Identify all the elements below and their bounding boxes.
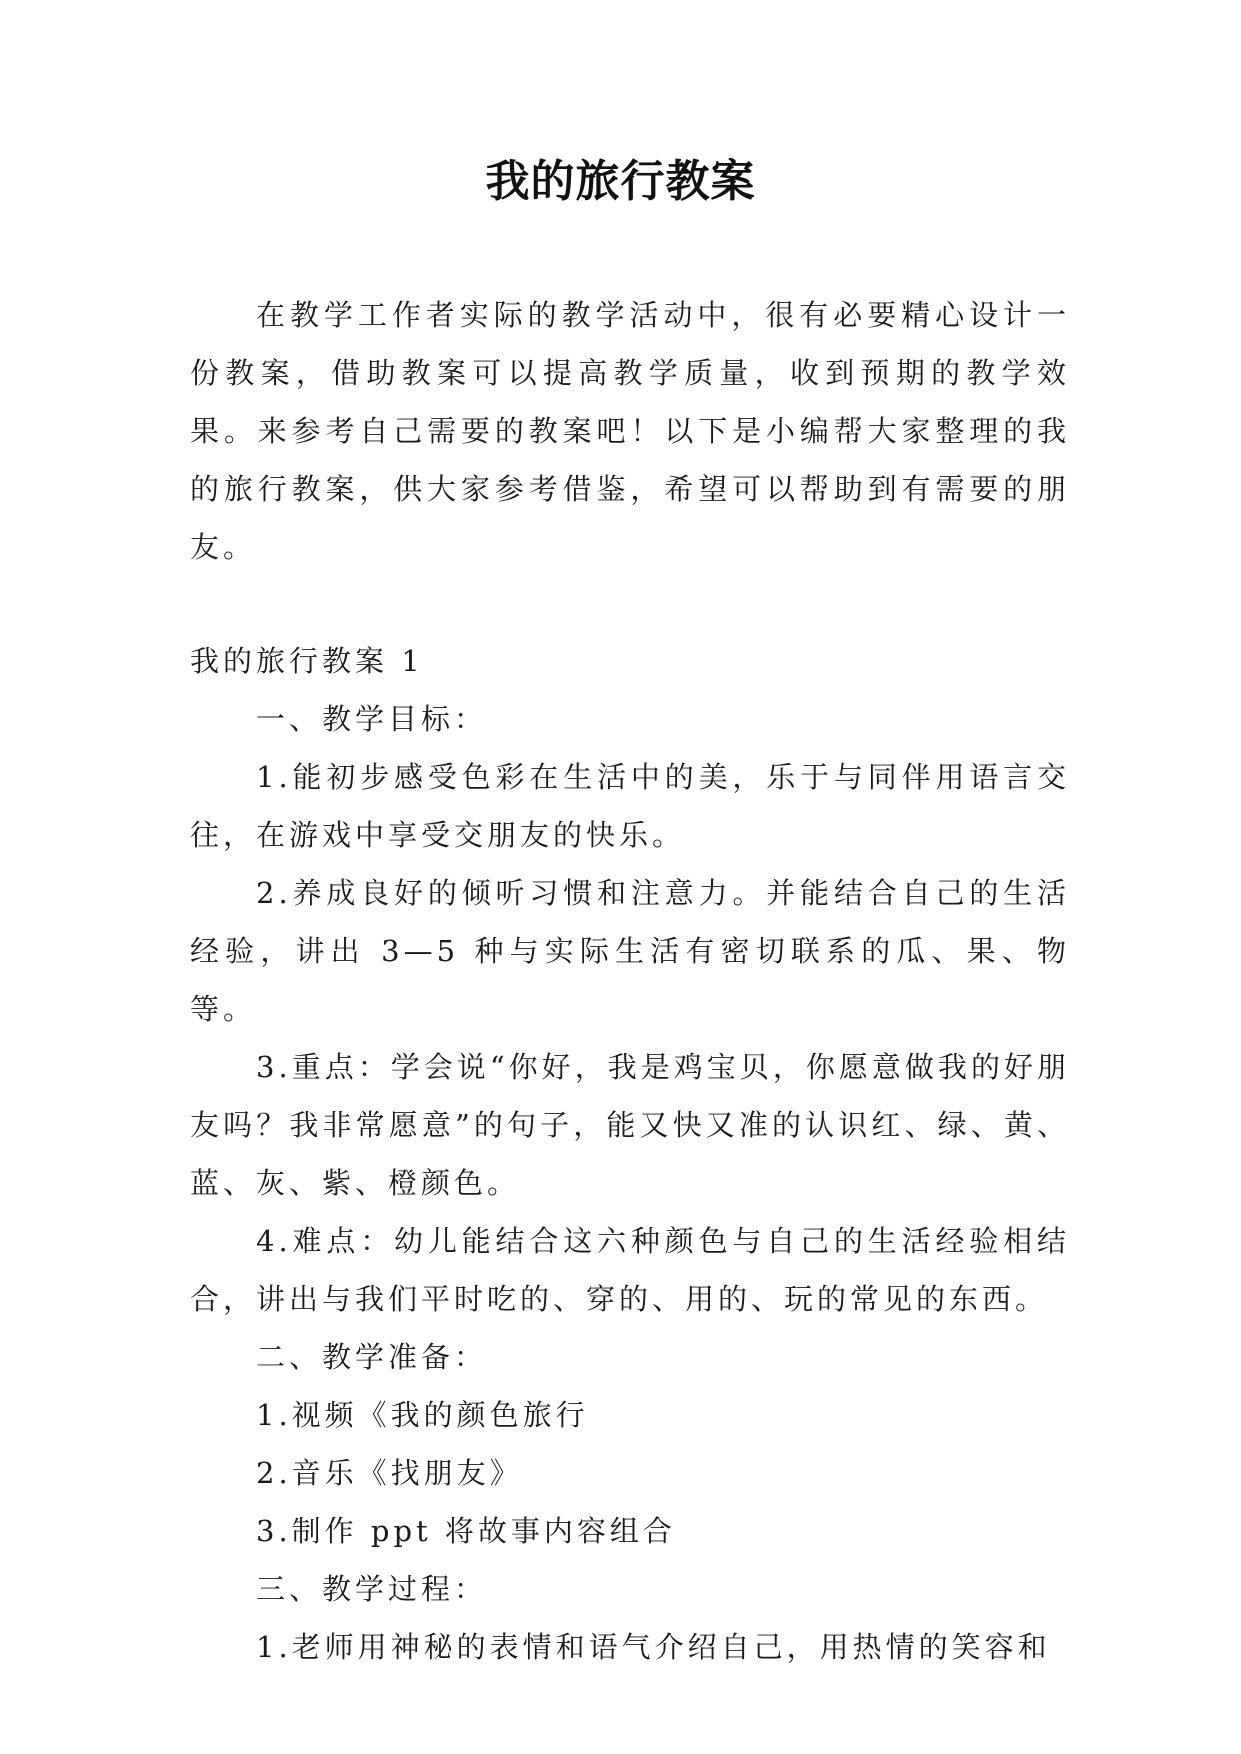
document-title: 我的旅行教案 <box>485 156 756 207</box>
paragraph-goal-2: 2.养成良好的倾听习惯和注意力。并能结合自己的生活经验，讲出 3—5 种与实际生活有密切联系的瓜、果、物等。 <box>190 876 1070 1026</box>
intro-paragraph: 在教学工作者实际的教学活动中，很有必要精心设计一份教案，借助教案可以提高教学质量，收到预期的教学效果。来参考自己需要的教案吧！以下是小编帮大家整理的我的旅行教案，供大家参考借鉴，希望可以帮助到有需要的朋友。 <box>190 298 1070 564</box>
section-title: 我的旅行教案 1 <box>190 644 424 678</box>
paragraph-prep-heading: 二、教学准备： <box>256 1340 488 1374</box>
paragraph-prep-2: 2.音乐《找朋友》 <box>256 1456 523 1490</box>
paragraph-goal-1: 1.能初步感受色彩在生活中的美，乐于与同伴用语言交往，在游戏中享受交朋友的快乐。 <box>190 760 1070 852</box>
document-body <box>190 286 1070 1676</box>
paragraph-goal-4: 4.难点：幼儿能结合这六种颜色与自己的生活经验相结合，讲出与我们平时吃的、穿的、用的、玩的常见的东西。 <box>190 1224 1070 1316</box>
paragraph-goal-3: 3.重点：学会说“你好，我是鸡宝贝，你愿意做我的好朋友吗？我非常愿意”的句子，能又快又准的认识红、绿、黄、蓝、灰、紫、橙颜色。 <box>190 1050 1070 1200</box>
paragraph-prep-3: 3.制作 ppt 将故事内容组合 <box>256 1514 676 1548</box>
paragraph-process-1: 1.老师用神秘的表情和语气介绍自己，用热情的笑容和 <box>256 1630 1051 1664</box>
paragraph-process-heading: 三、教学过程： <box>256 1572 488 1606</box>
paragraph-prep-1: 1.视频《我的颜色旅行 <box>256 1398 589 1432</box>
paragraph-goal-heading: 一、教学目标： <box>256 702 488 736</box>
